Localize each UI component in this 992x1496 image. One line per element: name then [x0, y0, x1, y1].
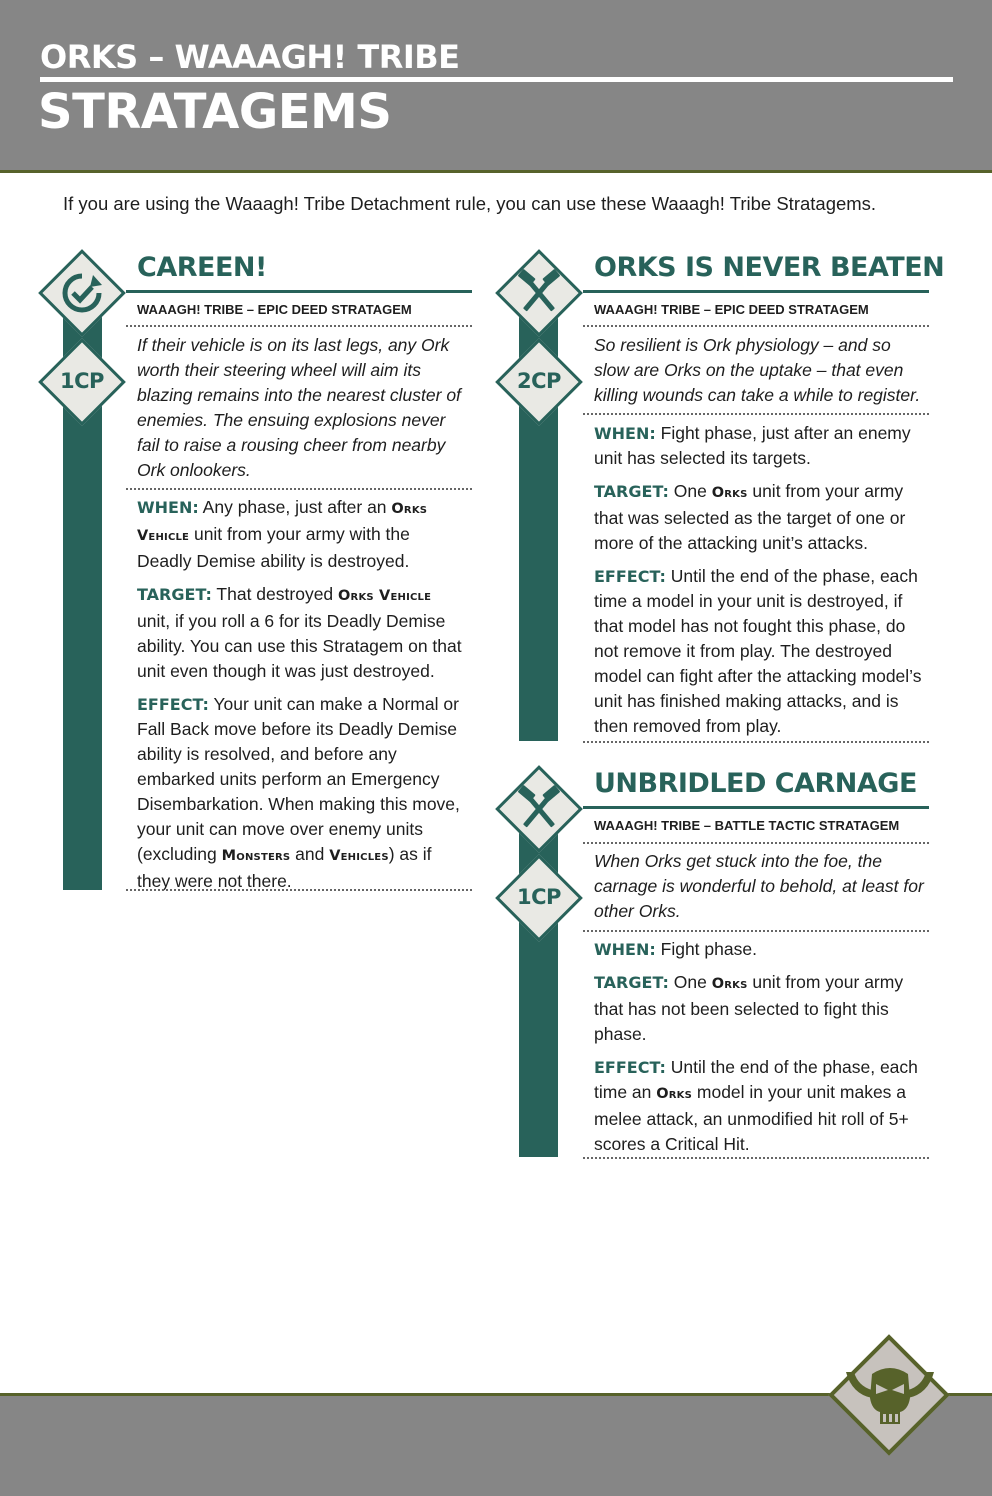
stratagem-name: ORKS IS NEVER BEATEN — [594, 252, 945, 283]
dotted-divider — [126, 488, 472, 490]
keyword: Orks — [711, 485, 748, 501]
effect-rule: EFFECT: Your unit can make a Normal or Fall Back move before its Deadly Demise ability is resolved, and before any embarked units perform an Emergency Disembarkation. When making this move, your unit can move over enemy units (excluding Monsters and Vehicles) as if they were not there. — [137, 694, 460, 891]
intro-text: If you are using the Waaagh! Tribe Detachment rule, you can use these Waaagh! Tribe Stratagems. — [63, 193, 877, 214]
keyword: Monsters — [221, 848, 291, 864]
rules-text — [594, 421, 924, 747]
command-point-cost: 1CP — [517, 885, 561, 909]
dotted-divider — [583, 1157, 929, 1159]
stratagem-name: UNBRIDLED CARNAGE — [594, 768, 917, 799]
flavour-text: So resilient is Ork physiology – and so slow are Orks on the uptake – that even killing wounds can take a while to register. — [594, 335, 921, 405]
dotted-divider — [583, 842, 929, 844]
target-rule: TARGET: One Orks unit from your army that was selected as the target of one or more of the attacking unit’s attacks. — [594, 481, 906, 553]
crossed-hammers-icon — [509, 779, 569, 839]
rules-text — [137, 495, 467, 902]
target-rule: TARGET: One Orks unit from your army that has not been selected to fight this phase. — [594, 972, 904, 1044]
rules-text — [594, 937, 924, 1165]
dotted-divider — [126, 325, 472, 327]
stratagem-name: CAREEN! — [137, 252, 267, 283]
stratagem-type: WAAAGH! TRIBE – EPIC DEED STRATAGEM — [137, 302, 412, 317]
when-label: WHEN: — [594, 940, 656, 959]
effect-label: EFFECT: — [594, 1058, 666, 1077]
cycle-check-icon — [52, 263, 112, 323]
flavour-text: When Orks get stuck into the foe, the carnage is wonderful to behold, at least for other Orks. — [594, 851, 924, 921]
when-rule: WHEN: Any phase, just after an Orks Vehicle unit from your army with the Deadly Demise ability is destroyed. — [137, 497, 428, 571]
keyword: Orks — [711, 976, 748, 992]
effect-label: EFFECT: — [137, 695, 209, 714]
stratagem-type: WAAAGH! TRIBE – BATTLE TACTIC STRATAGEM — [594, 818, 900, 833]
when-rule: WHEN: Fight phase, just after an enemy unit has selected its targets. — [594, 423, 911, 468]
header-divider — [0, 170, 992, 173]
keyword: Orks Vehicle — [338, 588, 432, 604]
name-underline — [583, 806, 929, 809]
keyword: Orks Vehicle — [137, 501, 428, 544]
page-title: STRATAGEMS — [38, 84, 392, 140]
crossed-hammers-icon — [509, 263, 569, 323]
target-label: TARGET: — [137, 585, 212, 604]
when-label: WHEN: — [594, 424, 656, 443]
name-underline — [583, 290, 929, 293]
keyword: Orks — [656, 1086, 693, 1102]
command-point-cost: 2CP — [517, 369, 561, 393]
target-label: TARGET: — [594, 973, 669, 992]
keyword: Vehicles — [329, 848, 389, 864]
when-label: WHEN: — [137, 498, 199, 517]
name-underline — [126, 290, 472, 293]
dotted-divider — [126, 889, 472, 891]
flavour-text: If their vehicle is on its last legs, any Ork worth their steering wheel will aim its blazing remains into the nearest cluster of enemies. The ensuing explosions never fail to raise a rousing cheer from nearby Ork onlookers. — [137, 335, 461, 480]
stratagem-type: WAAAGH! TRIBE – EPIC DEED STRATAGEM — [594, 302, 869, 317]
dotted-divider — [583, 930, 929, 932]
effect-rule: EFFECT: Until the end of the phase, each time an Orks model in your unit makes a melee attack, an unmodified hit roll of 5+ scores a Critical Hit. — [594, 1057, 918, 1154]
target-label: TARGET: — [594, 482, 669, 501]
dotted-divider — [583, 741, 929, 743]
dotted-divider — [583, 325, 929, 327]
ork-skull-icon — [838, 1354, 942, 1434]
title-rule — [40, 77, 953, 82]
effect-rule: EFFECT: Until the end of the phase, each time a model in your unit is destroyed, if that model has not fought this phase, do not remove it from play. The destroyed model can fight after the attacking model’s unit has finished making attacks, and is then removed from play. — [594, 566, 922, 736]
faction-title: ORKS – WAAAGH! TRIBE — [40, 38, 460, 76]
command-point-cost: 1CP — [60, 369, 104, 393]
when-rule: WHEN: Fight phase. — [594, 939, 757, 959]
target-rule: TARGET: That destroyed Orks Vehicle unit, if you roll a 6 for its Deadly Demise ability. You can use this Stratagem on that unit even though it was just destroyed. — [137, 584, 462, 681]
effect-label: EFFECT: — [594, 567, 666, 586]
dotted-divider — [583, 413, 929, 415]
